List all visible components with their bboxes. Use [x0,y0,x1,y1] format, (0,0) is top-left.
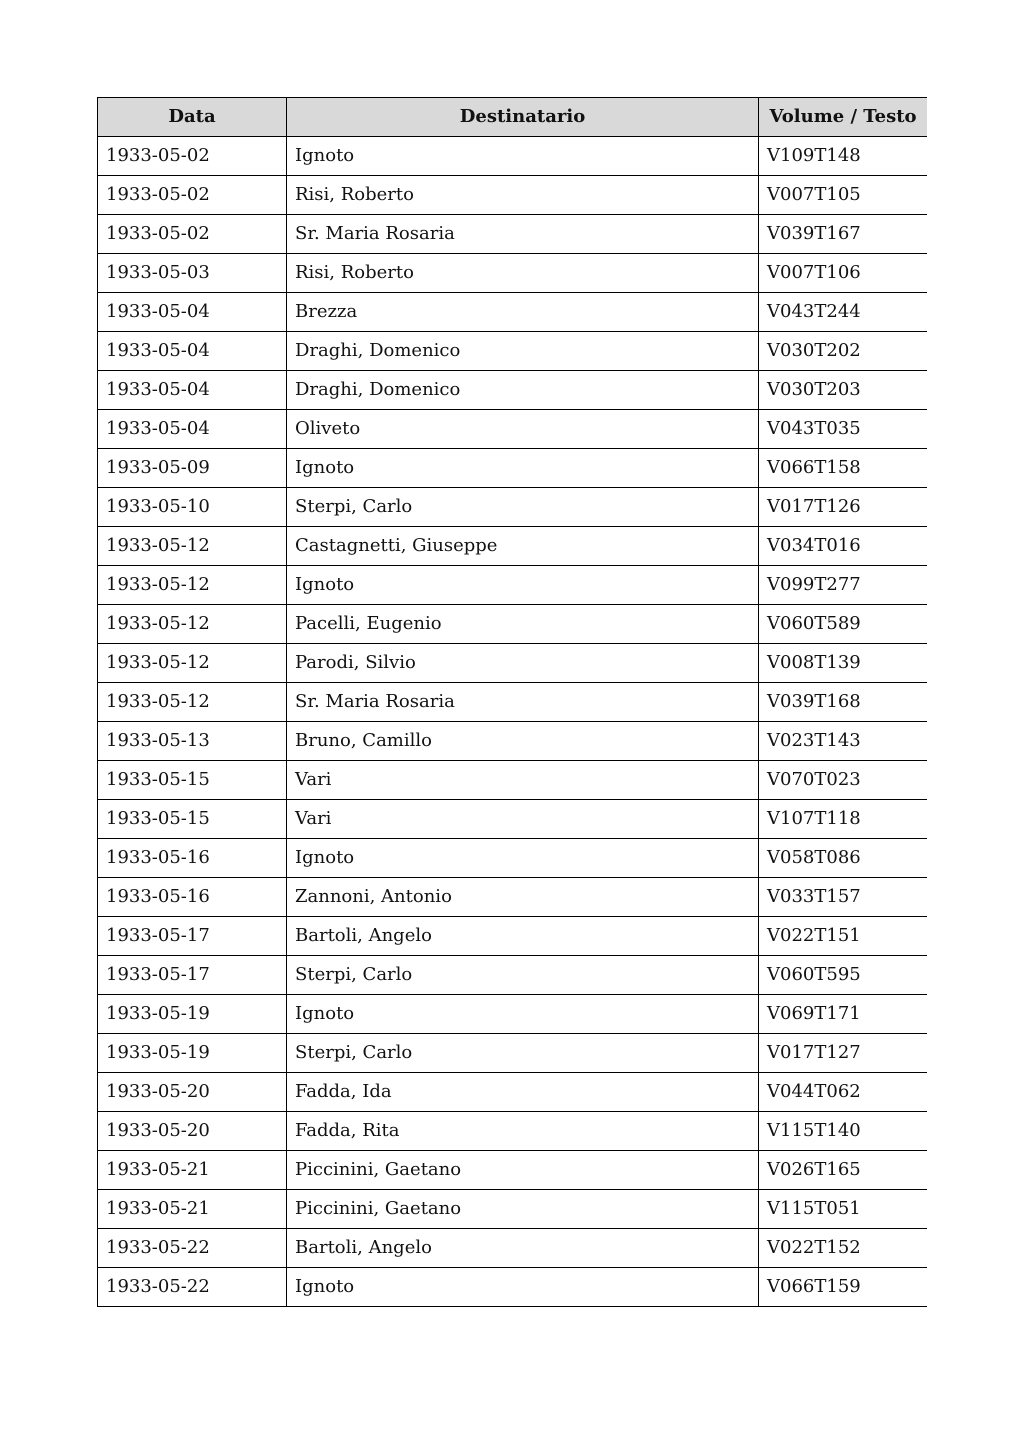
table-row [98,1190,928,1229]
table-header [98,98,928,137]
cell-volume-text: V007T105 [759,176,928,215]
cell-volume-text: V043T035 [759,410,928,449]
cell-recipient: Ignoto [287,449,759,488]
letters-table [97,97,927,1307]
cell-recipient: Risi, Roberto [287,254,759,293]
cell-volume-text: V115T140 [759,1112,928,1151]
cell-volume-text: V070T023 [759,761,928,800]
cell-volume-text: V066T159 [759,1268,928,1307]
cell-recipient: Castagnetti, Giuseppe [287,527,759,566]
table-body [98,137,928,1307]
header-row [98,98,928,137]
cell-recipient: Ignoto [287,995,759,1034]
cell-volume-text: V030T202 [759,332,928,371]
cell-volume-text: V017T126 [759,488,928,527]
cell-recipient: Sterpi, Carlo [287,1034,759,1073]
table-row [98,410,928,449]
cell-recipient: Vari [287,761,759,800]
cell-date: 1933-05-02 [98,137,287,176]
cell-date: 1933-05-12 [98,527,287,566]
cell-date: 1933-05-22 [98,1229,287,1268]
cell-volume-text: V008T139 [759,644,928,683]
cell-recipient: Pacelli, Eugenio [287,605,759,644]
cell-date: 1933-05-04 [98,332,287,371]
cell-volume-text: V039T167 [759,215,928,254]
cell-date: 1933-05-21 [98,1190,287,1229]
cell-recipient: Ignoto [287,566,759,605]
table-row [98,683,928,722]
cell-recipient: Sr. Maria Rosaria [287,215,759,254]
table-row [98,1034,928,1073]
cell-volume-text: V034T016 [759,527,928,566]
cell-recipient: Parodi, Silvio [287,644,759,683]
cell-recipient: Sr. Maria Rosaria [287,683,759,722]
cell-recipient: Draghi, Domenico [287,371,759,410]
column-header-recipient: Destinatario [287,98,759,137]
cell-volume-text: V109T148 [759,137,928,176]
cell-recipient: Sterpi, Carlo [287,956,759,995]
cell-volume-text: V039T168 [759,683,928,722]
cell-volume-text: V022T152 [759,1229,928,1268]
cell-date: 1933-05-13 [98,722,287,761]
cell-date: 1933-05-15 [98,761,287,800]
cell-date: 1933-05-15 [98,800,287,839]
cell-recipient: Ignoto [287,839,759,878]
cell-recipient: Draghi, Domenico [287,332,759,371]
cell-date: 1933-05-19 [98,1034,287,1073]
cell-recipient: Bruno, Camillo [287,722,759,761]
table-row [98,215,928,254]
cell-volume-text: V043T244 [759,293,928,332]
cell-volume-text: V107T118 [759,800,928,839]
cell-date: 1933-05-12 [98,605,287,644]
cell-date: 1933-05-16 [98,839,287,878]
cell-volume-text: V026T165 [759,1151,928,1190]
table-row [98,371,928,410]
table-row [98,1151,928,1190]
cell-date: 1933-05-10 [98,488,287,527]
cell-date: 1933-05-03 [98,254,287,293]
cell-volume-text: V030T203 [759,371,928,410]
cell-recipient: Fadda, Rita [287,1112,759,1151]
table-row [98,761,928,800]
cell-date: 1933-05-16 [98,878,287,917]
cell-volume-text: V044T062 [759,1073,928,1112]
cell-volume-text: V115T051 [759,1190,928,1229]
cell-date: 1933-05-20 [98,1073,287,1112]
table-row [98,527,928,566]
cell-date: 1933-05-17 [98,956,287,995]
column-header-date: Data [98,98,287,137]
cell-date: 1933-05-22 [98,1268,287,1307]
cell-recipient: Risi, Roberto [287,176,759,215]
table-row [98,449,928,488]
cell-recipient: Sterpi, Carlo [287,488,759,527]
table-row [98,800,928,839]
cell-date: 1933-05-02 [98,215,287,254]
cell-recipient: Vari [287,800,759,839]
table-row [98,956,928,995]
cell-volume-text: V066T158 [759,449,928,488]
cell-recipient: Ignoto [287,137,759,176]
cell-volume-text: V007T106 [759,254,928,293]
cell-volume-text: V069T171 [759,995,928,1034]
cell-recipient: Zannoni, Antonio [287,878,759,917]
table-row [98,839,928,878]
table-row [98,995,928,1034]
cell-date: 1933-05-17 [98,917,287,956]
cell-volume-text: V023T143 [759,722,928,761]
cell-date: 1933-05-19 [98,995,287,1034]
cell-recipient: Piccinini, Gaetano [287,1190,759,1229]
table-row [98,644,928,683]
cell-volume-text: V017T127 [759,1034,928,1073]
cell-volume-text: V033T157 [759,878,928,917]
cell-recipient: Fadda, Ida [287,1073,759,1112]
table-row [98,605,928,644]
table-row [98,878,928,917]
cell-volume-text: V060T595 [759,956,928,995]
table-row [98,1112,928,1151]
cell-date: 1933-05-04 [98,293,287,332]
cell-recipient: Bartoli, Angelo [287,917,759,956]
table-row [98,1073,928,1112]
table-row [98,332,928,371]
table-row [98,1229,928,1268]
cell-volume-text: V022T151 [759,917,928,956]
column-header-volume-text: Volume / Testo [759,98,928,137]
cell-volume-text: V099T277 [759,566,928,605]
table-row [98,254,928,293]
cell-date: 1933-05-04 [98,410,287,449]
cell-date: 1933-05-02 [98,176,287,215]
cell-date: 1933-05-20 [98,1112,287,1151]
table-row [98,176,928,215]
table-row [98,1268,928,1307]
cell-volume-text: V060T589 [759,605,928,644]
cell-volume-text: V058T086 [759,839,928,878]
cell-date: 1933-05-21 [98,1151,287,1190]
cell-recipient: Brezza [287,293,759,332]
table-row [98,566,928,605]
cell-date: 1933-05-09 [98,449,287,488]
cell-date: 1933-05-04 [98,371,287,410]
table-row [98,137,928,176]
table-row [98,293,928,332]
letters-table-container [97,97,927,1312]
table-row [98,488,928,527]
table-row [98,722,928,761]
cell-date: 1933-05-12 [98,683,287,722]
cell-recipient: Ignoto [287,1268,759,1307]
cell-date: 1933-05-12 [98,644,287,683]
cell-recipient: Piccinini, Gaetano [287,1151,759,1190]
cell-recipient: Oliveto [287,410,759,449]
table-row [98,917,928,956]
cell-date: 1933-05-12 [98,566,287,605]
cell-recipient: Bartoli, Angelo [287,1229,759,1268]
